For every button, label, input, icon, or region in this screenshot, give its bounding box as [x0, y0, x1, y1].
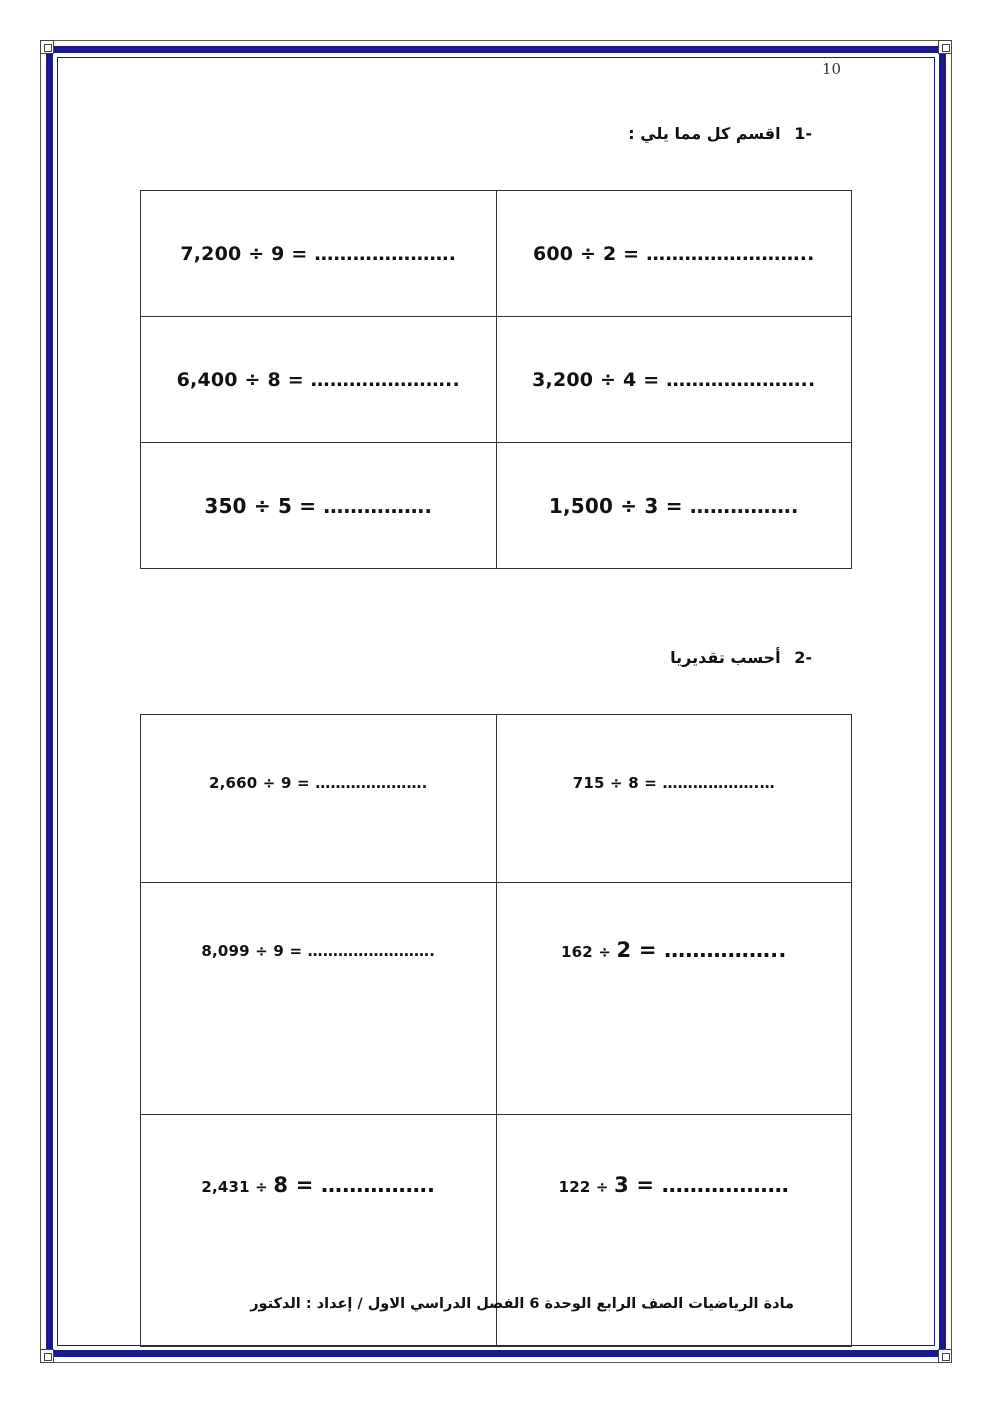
corner-ornament-top-left	[40, 40, 54, 54]
table-row	[141, 883, 852, 1115]
table-cell	[496, 883, 852, 1115]
problem-text	[558, 1173, 789, 1197]
table-cell	[141, 715, 497, 883]
problem-text-part: 162 ÷	[560, 943, 617, 961]
table-row	[141, 443, 852, 569]
problem-text	[560, 938, 787, 962]
estimate-table-2	[140, 714, 852, 1347]
problem-text: 8,099 ÷ 9 = …………………….	[201, 942, 436, 960]
problem-text	[201, 1173, 436, 1197]
problem-text-part: 122 ÷	[558, 1178, 615, 1196]
table-cell	[496, 317, 852, 443]
problem-text-part: 3 = ………………	[614, 1173, 789, 1197]
table-cell	[496, 443, 852, 569]
corner-ornament-top-right	[938, 40, 952, 54]
table-row	[141, 715, 852, 883]
section2-heading	[670, 648, 812, 667]
table-cell	[141, 883, 497, 1115]
section1-number: -1	[794, 124, 812, 143]
problem-text: 6,400 ÷ 8 = …………………..	[176, 368, 460, 391]
table-cell	[141, 443, 497, 569]
problem-text: 715 ÷ 8 = ……………….…	[572, 774, 775, 792]
problem-text: 350 ÷ 5 = …………….	[204, 493, 433, 518]
problem-text: 2,660 ÷ 9 = ………………….	[208, 774, 428, 792]
section2-title: أحسب تقديريا	[670, 648, 781, 667]
table-row	[141, 317, 852, 443]
problem-text: 1,500 ÷ 3 = …………….	[548, 493, 799, 518]
table-cell	[141, 191, 497, 317]
division-table-1	[140, 190, 852, 569]
problem-text: 7,200 ÷ 9 = ………………….	[180, 242, 457, 265]
problem-text: 3,200 ÷ 4 = …………………..	[532, 368, 816, 391]
corner-ornament-bottom-left	[40, 1349, 54, 1363]
section2-number: -2	[794, 648, 812, 667]
page-number: 10	[822, 60, 842, 78]
section1-heading	[628, 124, 812, 143]
problem-text: 600 ÷ 2 = ……………………..	[532, 242, 815, 265]
page-footer: مادة الرياضيات الصف الرابع الوحدة 6 الفصل الدراسي الاول / إعداد : الدكتور	[250, 1296, 794, 1312]
section1-title: اقسم كل مما يلي :	[628, 124, 781, 143]
table-cell	[496, 191, 852, 317]
corner-ornament-bottom-right	[938, 1349, 952, 1363]
problem-text-part: 2 = ……………..	[616, 938, 787, 962]
table-cell	[141, 317, 497, 443]
table-row	[141, 191, 852, 317]
problem-text-part: 2,431 ÷	[201, 1178, 274, 1196]
table-cell	[496, 715, 852, 883]
problem-text-part: 8 = …………….	[273, 1173, 436, 1197]
